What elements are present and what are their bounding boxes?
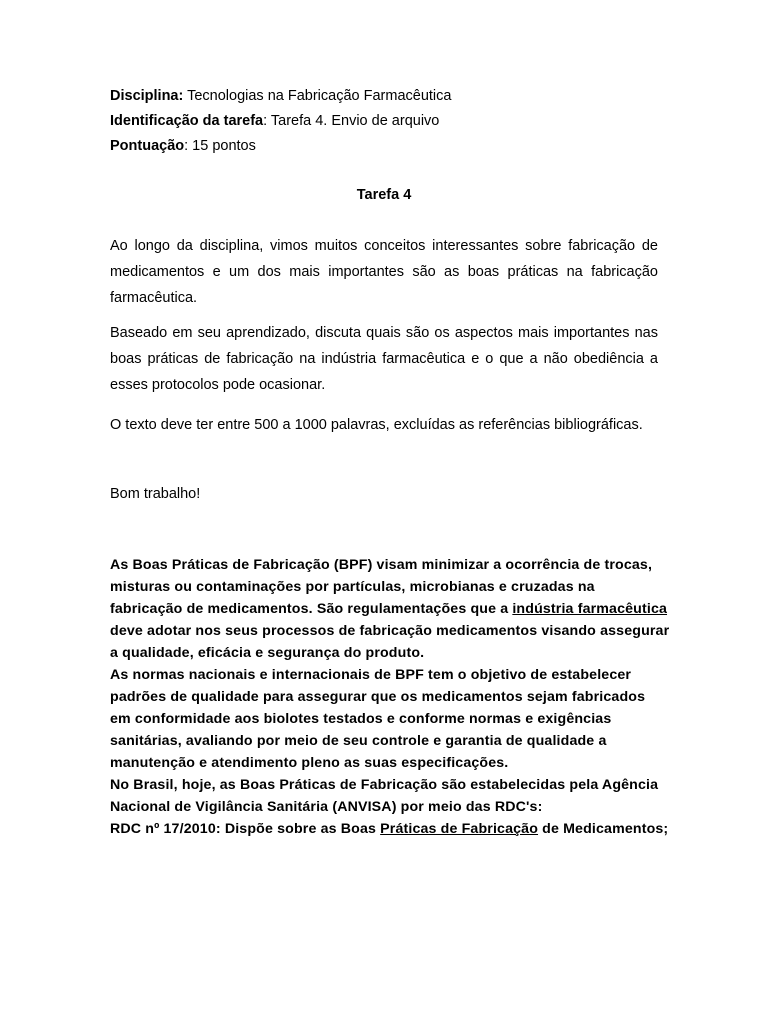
task-paragraph-question: Baseado em seu aprendizado, discuta quais são os aspectos mais importantes nas boas práticas de fabricação na indústria farmacêutica e o que a não obediência a esses protocolos pode ocasionar. (110, 325, 658, 393)
task-id-line (110, 109, 660, 134)
score-value: : 15 pontos (184, 138, 256, 154)
task-paragraph-intro: Ao longo da disciplina, vimos muitos conceitos interessantes sobre fabricação de medicamentos e um dos mais importantes são as boas práticas na fabricação farmacêutica. (110, 238, 658, 306)
answer-paragraph-bpf (110, 554, 670, 664)
discipline-value: Tecnologias na Fabricação Farmacêutica (183, 88, 452, 104)
industria-farmaceutica-link[interactable]: indústria farmacêutica (512, 601, 668, 617)
task-id-label: Identificação da tarefa (110, 113, 264, 129)
answer-text (110, 554, 670, 840)
task-paragraph-closing: Bom trabalho! (110, 486, 201, 502)
answer-paragraph-brasil: No Brasil, hoje, as Boas Práticas de Fabricação são estabelecidas pela Agência Nacional de Vigilância Sanitária (ANVISA) por meio das RDC's: (110, 777, 659, 815)
answer-p1-text-end: deve adotar nos seus processos de fabricação medicamentos visando assegurar a qualidade, eficácia e segurança do produto. (110, 623, 670, 661)
task-title: Tarefa 4 (356, 187, 412, 203)
task-header (110, 84, 660, 159)
score-label: Pontuação (110, 138, 185, 154)
discipline-line (110, 84, 660, 109)
answer-p4-text: RDC nº 17/2010: Dispõe sobre as Boas (110, 821, 381, 837)
task-id-value: : Tarefa 4. Envio de arquivo (263, 113, 440, 129)
score-line (110, 134, 660, 159)
answer-paragraph-rdc (110, 818, 670, 840)
praticas-de-fabricacao-link[interactable]: Práticas de Fabricação (380, 821, 539, 837)
answer-p1-text: As Boas Práticas de Fabricação (BPF) visam minimizar a ocorrência de trocas, misturas ou contaminações por partículas, microbianas e cruzadas na fabricação de medicamentos. São regulamentações que a (110, 557, 653, 617)
task-paragraph-length: O texto deve ter entre 500 a 1000 palavras, excluídas as referências bibliográficas. (110, 417, 643, 433)
answer-paragraph-normas: As normas nacionais e internacionais de BPF tem o objetivo de estabelecer padrões de qualidade para assegurar que os medicamentos sejam fabricados em conformidade aos biolotes testados e conforme normas e exigências sanitárias, avaliando por meio de seu controle e garantia de qualidade a manutenção e atendimento pleno as suas especificações. (110, 667, 646, 771)
discipline-label: Disciplina: (110, 88, 184, 104)
answer-p4-text-end: de Medicamentos; (538, 821, 669, 837)
